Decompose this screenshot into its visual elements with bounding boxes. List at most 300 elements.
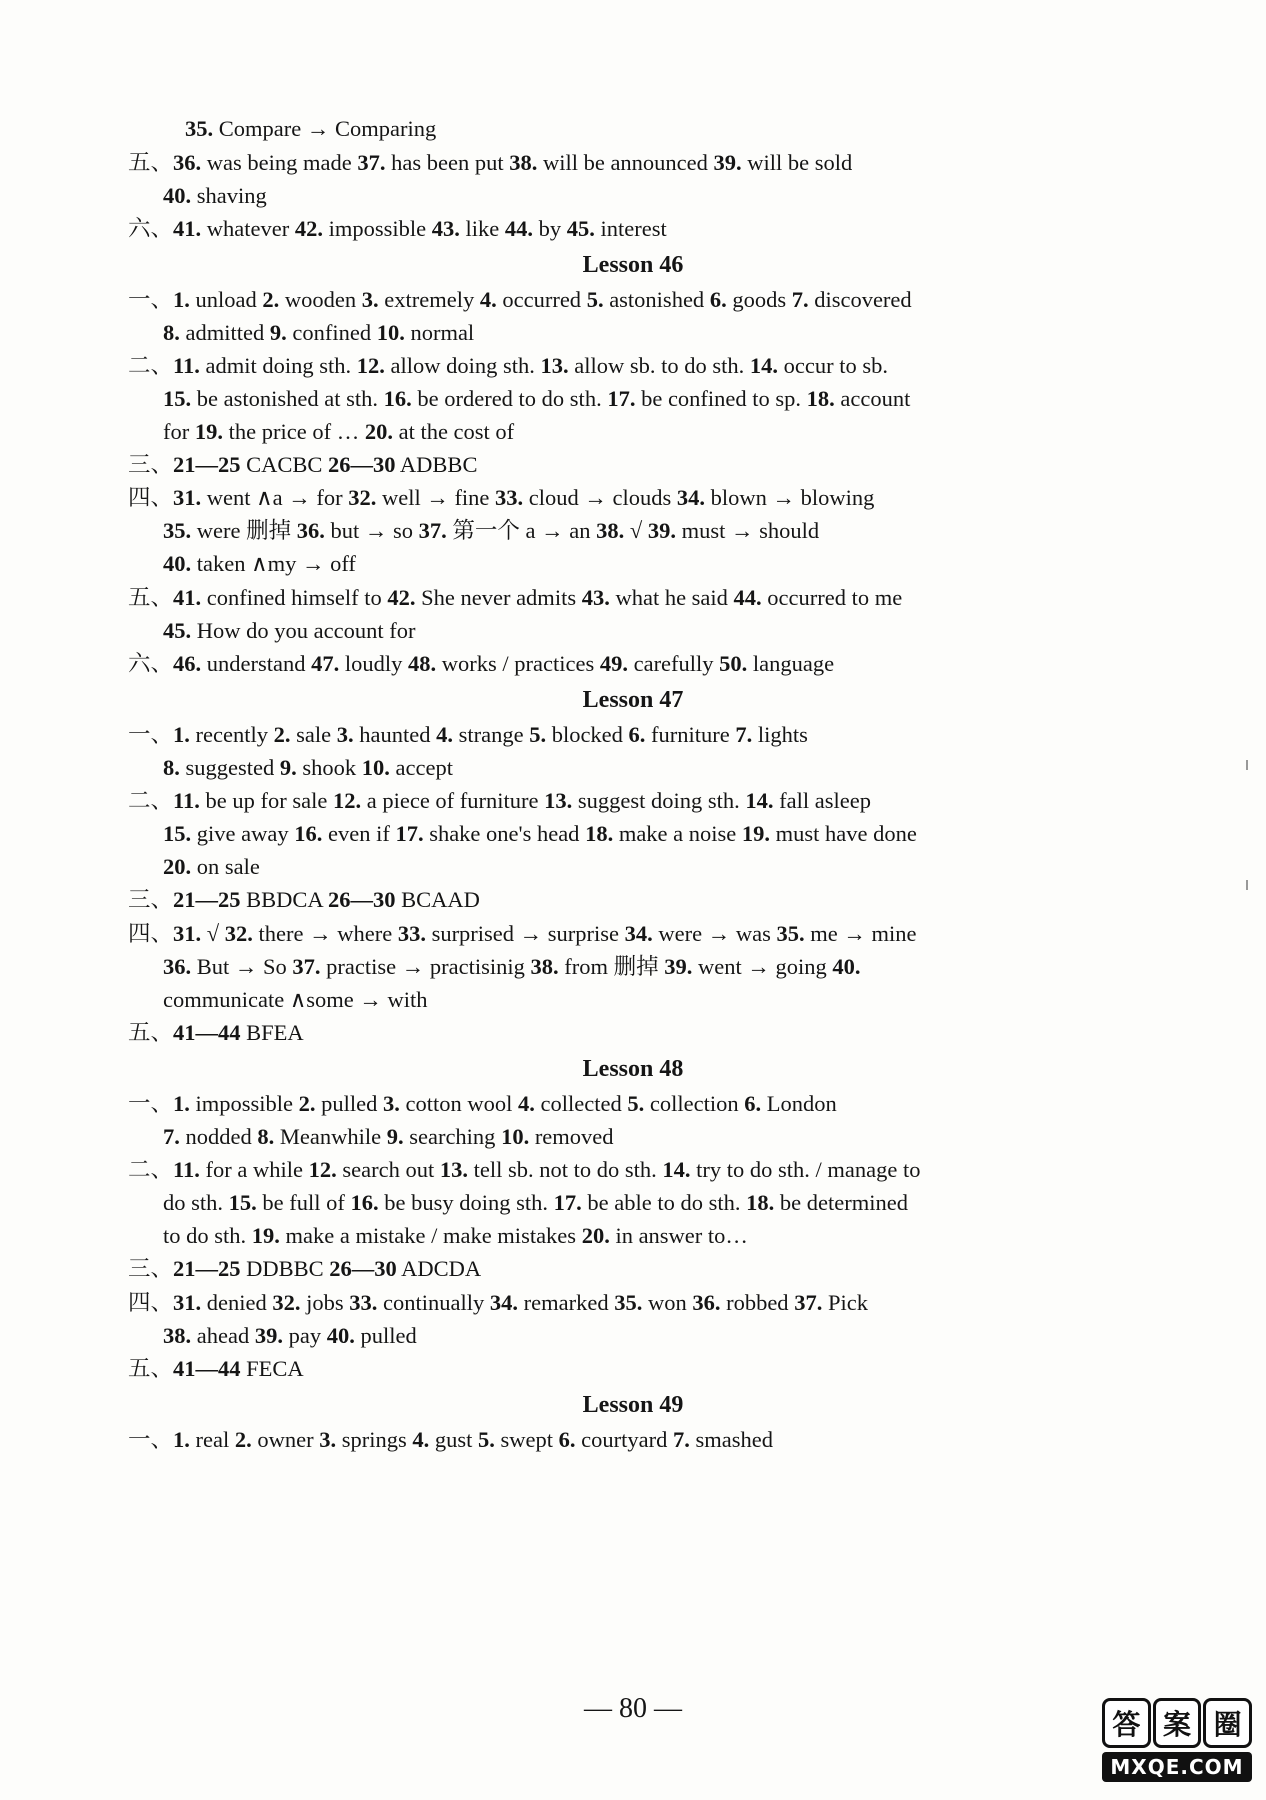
item-number: 11. <box>173 1157 200 1182</box>
answer-text: 第一个 a → an <box>446 518 597 543</box>
answer-text: make a mistake / make mistakes <box>279 1223 582 1248</box>
answer-line <box>163 852 260 882</box>
answer-text: She never admits <box>415 585 582 610</box>
item-number: 36. <box>296 518 325 543</box>
item-number: 8. <box>163 755 180 780</box>
answer-line <box>163 516 819 546</box>
item-number: 3. <box>336 722 354 747</box>
item-number: 21—25 <box>173 452 241 477</box>
item-number: 19. <box>741 821 771 846</box>
answer-text: ADCDA <box>396 1256 482 1281</box>
answer-text: well → fine <box>376 485 496 510</box>
item-number: 6. <box>558 1427 576 1452</box>
answer-line <box>163 952 860 982</box>
item-number: 17. <box>607 386 636 411</box>
item-number: 20. <box>581 1223 610 1248</box>
answer-text: remarked <box>518 1290 615 1315</box>
answer-text: won <box>642 1290 693 1315</box>
answer-text: collection <box>644 1091 745 1116</box>
answer-text: 二、 <box>128 788 174 813</box>
item-number: 12. <box>356 353 385 378</box>
answer-text: BFEA <box>240 1020 304 1045</box>
answer-text: cotton wool <box>399 1091 519 1116</box>
item-number: 7. <box>163 1124 180 1149</box>
lesson-heading: Lesson 49 <box>582 1392 684 1418</box>
answer-text: the price of … <box>223 419 365 444</box>
answer-line <box>128 148 852 178</box>
answer-text: Meanwhile <box>274 1124 387 1149</box>
item-number: 5. <box>478 1427 495 1452</box>
answer-text: pulled <box>354 1323 417 1348</box>
answer-line <box>163 1221 748 1251</box>
item-number: 26—30 <box>328 887 396 912</box>
answer-text: were 删掉 <box>191 518 297 543</box>
item-number: 6. <box>628 722 646 747</box>
answer-text: has been put <box>385 150 510 175</box>
item-number: 34. <box>624 921 653 946</box>
answer-text: DDBBC <box>240 1256 330 1281</box>
item-number: 37. <box>357 150 386 175</box>
answer-text: 一、 <box>128 722 174 747</box>
answer-text: 四、 <box>128 921 174 946</box>
lesson-heading: Lesson 48 <box>582 1056 684 1082</box>
answer-text: strange <box>452 722 530 747</box>
answer-line <box>128 214 667 244</box>
answer-text: wooden <box>279 287 362 312</box>
answer-text: be ordered to do sth. <box>411 386 608 411</box>
answer-text: a piece of furniture <box>361 788 545 813</box>
answer-text: be busy doing sth. <box>378 1190 554 1215</box>
answer-text: admitted <box>179 320 270 345</box>
item-number: 37. <box>794 1290 823 1315</box>
answer-text: admit doing sth. <box>199 353 357 378</box>
answer-text: ADBBC <box>395 452 478 477</box>
answer-text: practise → practisinig <box>320 954 531 979</box>
answer-text: give away <box>191 821 295 846</box>
answer-text: be up for sale <box>199 788 333 813</box>
answer-text: pulled <box>315 1091 384 1116</box>
answer-text: carefully <box>627 651 720 676</box>
item-number: 5. <box>627 1091 645 1116</box>
answer-text: recently <box>189 722 274 747</box>
item-number: 33. <box>397 921 426 946</box>
item-number: 32. <box>224 921 253 946</box>
item-number: 21—25 <box>173 1256 241 1281</box>
answer-text: real <box>189 1427 235 1452</box>
item-number: 40. <box>163 551 192 576</box>
item-number: 6. <box>744 1091 762 1116</box>
answer-line <box>163 753 453 783</box>
item-number: 45. <box>566 216 595 241</box>
item-number: 49. <box>599 651 628 676</box>
answer-text: But → So <box>191 954 293 979</box>
answer-line <box>128 919 917 949</box>
item-number: 48. <box>408 651 437 676</box>
answer-text: for <box>163 419 195 444</box>
item-number: 14. <box>749 353 779 378</box>
answer-text: 五、 <box>128 150 174 175</box>
item-number: 46. <box>173 651 202 676</box>
answer-line <box>128 720 808 750</box>
item-number: 14. <box>662 1157 691 1182</box>
answer-text: searching <box>403 1124 502 1149</box>
answer-text: shook <box>296 755 362 780</box>
watermark-char: 案 <box>1153 1698 1202 1748</box>
item-number: 39. <box>664 954 693 979</box>
answer-text: must → should <box>675 518 820 543</box>
item-number: 4. <box>436 722 453 747</box>
answer-text: must have done <box>770 821 917 846</box>
item-number: 34. <box>676 485 706 510</box>
answer-text: language <box>747 651 835 676</box>
page-number: — 80 — <box>584 1693 682 1724</box>
item-number: 10. <box>376 320 405 345</box>
answer-text: allow sb. to do sth. <box>568 353 750 378</box>
item-number: 15. <box>163 386 192 411</box>
watermark-char: 圈 <box>1203 1698 1252 1748</box>
item-number: 16. <box>383 386 412 411</box>
item-number: 17. <box>395 821 424 846</box>
answer-text: search out <box>336 1157 440 1182</box>
item-number: 40. <box>326 1323 355 1348</box>
item-number: 4. <box>479 287 497 312</box>
item-number: 1. <box>173 722 190 747</box>
answer-line <box>163 318 474 348</box>
item-number: 11. <box>173 353 200 378</box>
answer-text: tell sb. not to do sth. <box>467 1157 663 1182</box>
item-number: 39. <box>647 518 676 543</box>
answer-text: How do you account for <box>191 618 416 643</box>
answer-text: works / practices <box>436 651 600 676</box>
answer-text: swept <box>494 1427 559 1452</box>
answer-text: 六、 <box>128 216 174 241</box>
item-number: 13. <box>439 1157 468 1182</box>
answer-line <box>163 819 917 849</box>
scan-mark <box>1246 760 1248 770</box>
item-number: 32. <box>272 1290 301 1315</box>
item-number: 50. <box>719 651 748 676</box>
item-number: 3. <box>361 287 379 312</box>
item-number: 26—30 <box>329 1256 397 1281</box>
watermark-char: 答 <box>1102 1698 1151 1748</box>
answer-text: there → where <box>252 921 398 946</box>
answer-text: 三、 <box>128 452 174 477</box>
answer-text: 三、 <box>128 887 174 912</box>
answer-text: extremely <box>378 287 480 312</box>
answer-text: communicate ∧some → with <box>163 987 428 1012</box>
scan-mark <box>1246 880 1248 890</box>
item-number: 3. <box>383 1091 400 1116</box>
answer-text: accept <box>389 755 453 780</box>
answer-text: understand <box>201 651 312 676</box>
watermark-logo <box>1102 1698 1252 1790</box>
item-number: 35. <box>185 116 214 141</box>
answer-text: be full of <box>256 1190 351 1215</box>
answer-text: at the cost of <box>392 419 515 444</box>
item-number: 42. <box>387 585 416 610</box>
answer-text: occur to sb. <box>778 353 889 378</box>
item-number: 36. <box>163 954 192 979</box>
answer-text: 五、 <box>128 1020 174 1045</box>
answer-text: 一、 <box>128 1091 174 1116</box>
item-number: 47. <box>311 651 340 676</box>
answer-text: from 删掉 <box>558 954 665 979</box>
answer-text: by <box>532 216 567 241</box>
answer-line <box>128 450 477 480</box>
answer-text: blocked <box>546 722 629 747</box>
answer-text: suggested <box>179 755 280 780</box>
answer-text: gust <box>429 1427 478 1452</box>
item-number: 33. <box>349 1290 378 1315</box>
item-number: 18. <box>746 1190 775 1215</box>
item-number: 14. <box>745 788 774 813</box>
answer-text: interest <box>594 216 667 241</box>
answer-line <box>128 1089 837 1119</box>
answer-text: goods <box>726 287 792 312</box>
lesson-heading: Lesson 47 <box>582 687 684 713</box>
answer-text: blown → blowing <box>705 485 875 510</box>
answer-text: furniture <box>645 722 736 747</box>
item-number: 31. <box>173 485 202 510</box>
answer-line <box>163 1122 614 1152</box>
answer-text: impossible <box>322 216 432 241</box>
answer-text: shake one's head <box>423 821 586 846</box>
answer-text: but → so <box>324 518 419 543</box>
answer-line <box>128 1425 773 1455</box>
answer-text: denied <box>201 1290 273 1315</box>
answer-line <box>128 885 480 915</box>
item-number: 41—44 <box>173 1020 241 1045</box>
answer-text: went → going <box>692 954 833 979</box>
answer-line <box>163 1321 417 1351</box>
answer-text: robbed <box>720 1290 795 1315</box>
answer-text: make a noise <box>613 821 742 846</box>
item-number: 1. <box>173 287 190 312</box>
item-number: 37. <box>418 518 447 543</box>
answer-text: Compare → Comparing <box>213 116 437 141</box>
item-number: 39. <box>254 1323 283 1348</box>
answer-line <box>128 285 912 315</box>
item-number: 5. <box>529 722 547 747</box>
item-number: 35. <box>614 1290 643 1315</box>
answer-text: try to do sth. / manage to <box>690 1157 921 1182</box>
answer-text: do sth. <box>163 1190 229 1215</box>
answer-text: be confined to sp. <box>635 386 807 411</box>
answer-text: was being made <box>201 150 358 175</box>
item-number: 35. <box>776 921 805 946</box>
item-number: 40. <box>832 954 861 979</box>
answer-text: fall asleep <box>773 788 871 813</box>
item-number: 7. <box>791 287 809 312</box>
item-number: 18. <box>806 386 835 411</box>
item-number: 10. <box>361 755 390 780</box>
item-number: 1. <box>173 1427 190 1452</box>
answer-text: lights <box>752 722 808 747</box>
item-number: 19. <box>194 419 223 444</box>
item-number: 26—30 <box>328 452 396 477</box>
item-number: 36. <box>173 150 202 175</box>
answer-text: 五、 <box>128 585 174 610</box>
answer-text: shaving <box>191 183 267 208</box>
item-number: 33. <box>495 485 524 510</box>
answer-text: went ∧a → for <box>201 485 349 510</box>
item-number: 5. <box>586 287 604 312</box>
answer-line <box>128 649 834 679</box>
answer-text: springs <box>336 1427 413 1452</box>
answer-text: surprised → surprise <box>425 921 625 946</box>
item-number: 19. <box>251 1223 280 1248</box>
answer-text: confined himself to <box>201 585 388 610</box>
item-number: 39. <box>713 150 742 175</box>
item-number: 20. <box>163 854 192 879</box>
answer-text: loudly <box>339 651 409 676</box>
item-number: 45. <box>163 618 192 643</box>
answer-text: confined <box>286 320 377 345</box>
answer-line <box>163 549 356 579</box>
answer-text: be determined <box>774 1190 908 1215</box>
item-number: 34. <box>489 1290 518 1315</box>
answer-text: courtyard <box>575 1427 673 1452</box>
item-number: 18. <box>585 821 614 846</box>
answer-text: √ <box>624 518 648 543</box>
item-number: 3. <box>319 1427 337 1452</box>
answer-text: for a while <box>199 1157 309 1182</box>
answer-text: 四、 <box>128 485 174 510</box>
item-number: 41. <box>173 216 202 241</box>
answer-text: √ <box>201 921 225 946</box>
answer-text: BBDCA <box>240 887 329 912</box>
answer-text: normal <box>404 320 475 345</box>
answer-line <box>185 114 436 144</box>
item-number: 38. <box>596 518 625 543</box>
answer-text: 四、 <box>128 1290 174 1315</box>
answer-text: BCAAD <box>395 887 480 912</box>
item-number: 38. <box>163 1323 192 1348</box>
answer-line <box>128 583 902 613</box>
item-number: 15. <box>163 821 192 846</box>
answer-text: continually <box>377 1290 490 1315</box>
item-number: 38. <box>509 150 538 175</box>
item-number: 15. <box>228 1190 257 1215</box>
answer-text: discovered <box>808 287 912 312</box>
item-number: 37. <box>292 954 321 979</box>
answer-text: nodded <box>179 1124 258 1149</box>
answer-text: 一、 <box>128 1427 174 1452</box>
item-number: 4. <box>518 1091 535 1116</box>
item-number: 32. <box>348 485 377 510</box>
item-number: 10. <box>501 1124 530 1149</box>
answer-text: 三、 <box>128 1256 174 1281</box>
answer-text: what he said <box>609 585 734 610</box>
item-number: 31. <box>173 921 202 946</box>
item-number: 41. <box>173 585 202 610</box>
answer-text: Pick <box>822 1290 868 1315</box>
answer-text: were → was <box>652 921 777 946</box>
answer-text: haunted <box>353 722 437 747</box>
item-number: 9. <box>279 755 297 780</box>
answer-text: me → mine <box>804 921 917 946</box>
answer-text: pay <box>282 1323 327 1348</box>
answer-line <box>163 1188 908 1218</box>
item-number: 1. <box>173 1091 190 1116</box>
answer-text: be astonished at sth. <box>191 386 384 411</box>
answer-text: CACBC <box>240 452 329 477</box>
lesson-heading: Lesson 46 <box>582 252 684 278</box>
item-number: 31. <box>173 1290 202 1315</box>
answer-text: suggest doing sth. <box>572 788 746 813</box>
answer-text: cloud → clouds <box>523 485 677 510</box>
item-number: 44. <box>733 585 762 610</box>
answer-text: in answer to… <box>609 1223 748 1248</box>
item-number: 9. <box>269 320 287 345</box>
item-number: 12. <box>332 788 362 813</box>
item-number: 12. <box>308 1157 337 1182</box>
item-number: 2. <box>273 722 291 747</box>
answer-text: owner <box>251 1427 320 1452</box>
item-number: 8. <box>257 1124 275 1149</box>
answer-line <box>128 1018 304 1048</box>
item-number: 20. <box>364 419 393 444</box>
item-number: 8. <box>163 320 180 345</box>
item-number: 41—44 <box>173 1356 241 1381</box>
item-number: 4. <box>412 1427 430 1452</box>
item-number: 7. <box>735 722 753 747</box>
item-number: 16. <box>350 1190 379 1215</box>
answer-line <box>128 1155 920 1185</box>
item-number: 2. <box>262 287 280 312</box>
item-number: 40. <box>163 183 192 208</box>
answer-line <box>128 483 874 513</box>
item-number: 44. <box>504 216 533 241</box>
answer-line <box>128 351 888 381</box>
answer-text: to do sth. <box>163 1223 252 1248</box>
answer-text: whatever <box>201 216 295 241</box>
item-number: 21—25 <box>173 887 241 912</box>
answer-text: occurred to me <box>761 585 903 610</box>
answer-line <box>163 384 910 414</box>
item-number: 43. <box>581 585 610 610</box>
answer-line <box>163 181 267 211</box>
answer-text: astonished <box>603 287 710 312</box>
answer-text: 一、 <box>128 287 174 312</box>
item-number: 43. <box>431 216 460 241</box>
answer-text: occurred <box>496 287 587 312</box>
item-number: 42. <box>294 216 323 241</box>
answer-line <box>128 1254 481 1284</box>
answer-text: like <box>459 216 505 241</box>
answer-text: unload <box>189 287 263 312</box>
answer-text: account <box>834 386 911 411</box>
answer-text: allow doing sth. <box>384 353 541 378</box>
answer-text: jobs <box>300 1290 350 1315</box>
answer-text: FECA <box>240 1356 304 1381</box>
answer-text: sale <box>290 722 337 747</box>
answer-line <box>163 417 514 447</box>
item-number: 6. <box>709 287 727 312</box>
answer-text: 二、 <box>128 1157 174 1182</box>
item-number: 11. <box>173 788 200 813</box>
item-number: 2. <box>298 1091 316 1116</box>
answer-line <box>163 616 415 646</box>
answer-line <box>163 985 428 1015</box>
item-number: 9. <box>386 1124 404 1149</box>
answer-line <box>128 1354 304 1384</box>
answer-text: smashed <box>689 1427 773 1452</box>
answer-text: taken ∧my → off <box>191 551 356 576</box>
answer-text: even if <box>322 821 396 846</box>
answer-text: be able to do sth. <box>581 1190 747 1215</box>
item-number: 36. <box>692 1290 721 1315</box>
